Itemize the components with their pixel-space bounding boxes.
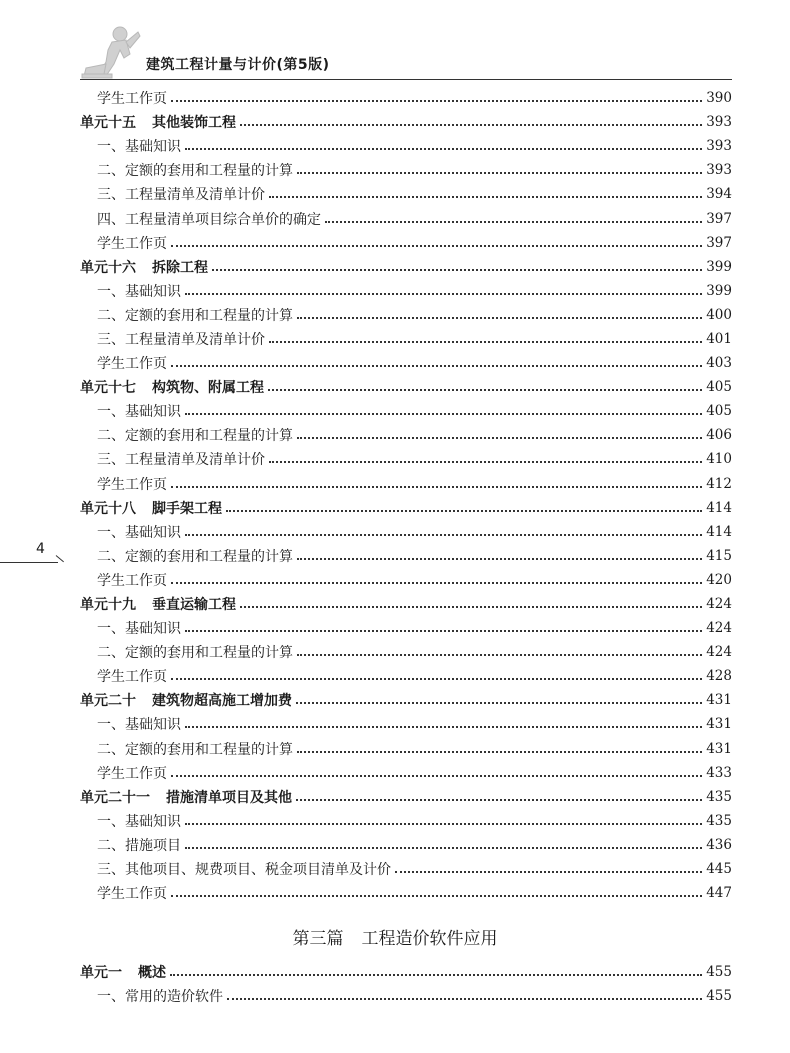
toc-leader-dots	[297, 558, 702, 560]
toc-leader-dots	[171, 678, 702, 680]
toc-unit-code: 单元十九	[80, 597, 136, 614]
toc-leader-dots	[185, 534, 702, 536]
part-number: 第三篇	[292, 929, 344, 949]
toc-entry-title: 一、基础知识	[97, 404, 181, 421]
toc-entry-title: 一、基础知识	[97, 621, 181, 638]
toc-leader-dots	[296, 799, 702, 801]
toc-page-number: 393	[706, 162, 732, 179]
toc-leader-dots	[171, 582, 702, 584]
toc-unit-entry[interactable]	[80, 110, 732, 134]
toc-entry-title: 三、工程量清单及清单计价	[97, 187, 265, 204]
toc-entry[interactable]	[80, 279, 732, 303]
toc-leader-dots	[269, 196, 702, 198]
toc-entry[interactable]	[80, 761, 732, 785]
toc-leader-dots	[296, 702, 702, 704]
toc-page-number: 397	[706, 210, 732, 227]
toc-entry-title: 二、措施项目	[97, 837, 181, 854]
toc-page-number: 394	[706, 186, 732, 203]
toc-entry[interactable]	[80, 568, 732, 592]
toc-entry[interactable]	[80, 881, 732, 905]
toc-page-number: 399	[706, 282, 732, 299]
toc-page-number: 415	[706, 547, 732, 564]
toc-entry-title: 二、定额的套用和工程量的计算	[97, 548, 293, 565]
toc-entry[interactable]	[80, 303, 732, 327]
toc-entry[interactable]	[80, 447, 732, 471]
toc-leader-dots	[185, 847, 702, 849]
toc-unit-entry[interactable]	[80, 785, 732, 809]
toc-leader-dots	[297, 172, 702, 174]
toc-entry[interactable]	[80, 712, 732, 736]
toc-leader-dots	[268, 389, 702, 391]
toc-page-number: 420	[706, 571, 732, 588]
toc-unit-entry[interactable]	[80, 375, 732, 399]
toc-entry[interactable]	[80, 182, 732, 206]
toc-entry-title	[80, 594, 236, 614]
toc-entry[interactable]	[80, 520, 732, 544]
toc-page-number: 445	[706, 861, 732, 878]
toc-entry-title: 一、基础知识	[97, 283, 181, 300]
toc-entry-title: 一、基础知识	[97, 813, 181, 830]
part-heading	[0, 924, 790, 949]
page-number: 4	[36, 541, 45, 557]
toc-page-number: 433	[706, 764, 732, 781]
toc-unit-entry[interactable]	[80, 688, 732, 712]
toc-page-number: 424	[706, 620, 732, 637]
toc-entry[interactable]	[80, 984, 732, 1008]
toc-page-number: 414	[706, 499, 732, 516]
toc-entry-title	[80, 498, 222, 518]
toc-entry[interactable]	[80, 833, 732, 857]
toc-unit-code: 单元二十	[80, 693, 136, 710]
toc-page-number: 455	[706, 988, 732, 1005]
toc-entry-title: 二、定额的套用和工程量的计算	[97, 307, 293, 324]
page-number-marker	[0, 541, 66, 565]
toc-unit-code: 单元二十一	[80, 789, 150, 806]
toc-leader-dots	[171, 895, 702, 897]
toc-entry[interactable]	[80, 640, 732, 664]
toc-entry[interactable]	[80, 351, 732, 375]
toc-entry-title: 三、其他项目、规费项目、税金项目清单及计价	[97, 862, 391, 879]
toc-unit-code: 单元十八	[80, 500, 136, 517]
page-header	[0, 0, 790, 86]
toc-page-number: 428	[706, 668, 732, 685]
toc-entry-title: 一、基础知识	[97, 524, 181, 541]
table-of-contents	[80, 86, 732, 905]
toc-leader-dots	[171, 365, 702, 367]
header-rule	[80, 79, 732, 80]
toc-leader-dots	[269, 461, 702, 463]
toc-leader-dots	[185, 726, 702, 728]
toc-entry[interactable]	[80, 423, 732, 447]
toc-page-number: 435	[706, 788, 732, 805]
toc-entry-title: 二、定额的套用和工程量的计算	[97, 428, 293, 445]
toc-entry-title: 三、工程量清单及清单计价	[97, 331, 265, 348]
toc-leader-dots	[185, 148, 702, 150]
toc-leader-dots	[240, 606, 702, 608]
book-title: 建筑工程计量与计价(第5版)	[146, 57, 330, 73]
toc-entry[interactable]	[80, 857, 732, 881]
toc-leader-dots	[297, 437, 702, 439]
toc-leader-dots	[240, 124, 702, 126]
toc-leader-dots	[171, 775, 702, 777]
toc-page-number: 412	[706, 475, 732, 492]
toc-entry-title: 学生工作页	[97, 235, 167, 252]
toc-entry[interactable]	[80, 616, 732, 640]
toc-unit-title: 垂直运输工程	[152, 597, 236, 614]
toc-entry-title: 一、基础知识	[97, 139, 181, 156]
toc-entry-title: 四、工程量清单项目综合单价的确定	[97, 211, 321, 228]
toc-unit-code: 单元一	[80, 965, 122, 982]
toc-entry-title: 二、定额的套用和工程量的计算	[97, 645, 293, 662]
toc-unit-title: 脚手架工程	[152, 500, 222, 517]
toc-leader-dots	[297, 317, 702, 319]
toc-entry[interactable]	[80, 158, 732, 182]
toc-unit-code: 单元十七	[80, 380, 136, 397]
toc-leader-dots	[171, 486, 702, 488]
toc-entry-title: 学生工作页	[97, 669, 167, 686]
toc-unit-title: 拆除工程	[152, 259, 208, 276]
toc-page-number: 405	[706, 403, 732, 420]
toc-entry-title	[80, 377, 264, 397]
toc-entry-title	[80, 690, 292, 710]
toc-page-number: 431	[706, 692, 732, 709]
toc-entry[interactable]	[80, 231, 732, 255]
toc-leader-dots	[185, 293, 702, 295]
toc-entry[interactable]	[80, 399, 732, 423]
table-of-contents-continued	[80, 960, 732, 1008]
toc-entry[interactable]	[80, 134, 732, 158]
toc-page-number: 410	[706, 451, 732, 468]
toc-page-number: 400	[706, 306, 732, 323]
toc-leader-dots	[227, 998, 702, 1000]
toc-entry-title: 学生工作页	[97, 886, 167, 903]
toc-entry[interactable]	[80, 206, 732, 230]
toc-entry[interactable]	[80, 86, 732, 110]
toc-unit-title: 其他装饰工程	[152, 115, 236, 132]
toc-entry[interactable]	[80, 472, 732, 496]
toc-leader-dots	[325, 221, 702, 223]
toc-entry-title	[80, 962, 166, 982]
toc-entry-title: 一、常用的造价软件	[97, 989, 223, 1006]
toc-entry-title	[80, 112, 236, 132]
toc-leader-dots	[269, 341, 702, 343]
toc-leader-dots	[395, 871, 702, 873]
toc-entry-title: 学生工作页	[97, 765, 167, 782]
toc-entry-title: 一、基础知识	[97, 717, 181, 734]
toc-unit-title: 建筑物超高施工增加费	[152, 693, 292, 710]
toc-leader-dots	[297, 751, 702, 753]
toc-unit-code: 单元十六	[80, 259, 136, 276]
toc-entry[interactable]	[80, 327, 732, 351]
toc-page-number: 431	[706, 716, 732, 733]
toc-entry[interactable]	[80, 664, 732, 688]
toc-leader-dots	[171, 245, 702, 247]
toc-entry-title: 三、工程量清单及清单计价	[97, 452, 265, 469]
toc-entry[interactable]	[80, 809, 732, 833]
toc-page-number: 401	[706, 330, 732, 347]
toc-unit-entry[interactable]	[80, 592, 732, 616]
toc-leader-dots	[185, 413, 702, 415]
toc-unit-entry[interactable]	[80, 255, 732, 279]
toc-page-number: 455	[706, 964, 732, 981]
toc-unit-title: 概述	[138, 965, 166, 982]
toc-page-number: 435	[706, 812, 732, 829]
toc-entry-title: 学生工作页	[97, 476, 167, 493]
toc-leader-dots	[212, 269, 702, 271]
page-number-line	[0, 562, 58, 563]
toc-unit-entry[interactable]	[80, 960, 732, 984]
toc-page-number: 393	[706, 114, 732, 131]
toc-leader-dots	[226, 510, 702, 512]
toc-leader-dots	[297, 654, 702, 656]
toc-leader-dots	[185, 823, 702, 825]
toc-page-number: 431	[706, 740, 732, 757]
toc-page-number: 399	[706, 258, 732, 275]
toc-entry-title: 二、定额的套用和工程量的计算	[97, 163, 293, 180]
toc-entry-title: 学生工作页	[97, 91, 167, 108]
toc-entry-title: 学生工作页	[97, 572, 167, 589]
toc-page-number: 436	[706, 836, 732, 853]
toc-page-number: 414	[706, 523, 732, 540]
toc-page-number: 397	[706, 234, 732, 251]
toc-entry-title: 二、定额的套用和工程量的计算	[97, 741, 293, 758]
toc-leader-dots	[171, 100, 702, 102]
worker-logo-icon	[80, 24, 142, 80]
toc-page-number: 405	[706, 379, 732, 396]
toc-leader-dots	[185, 630, 702, 632]
toc-entry[interactable]	[80, 737, 732, 761]
toc-leader-dots	[170, 974, 702, 976]
toc-entry-title: 学生工作页	[97, 356, 167, 373]
toc-page-number: 406	[706, 427, 732, 444]
toc-unit-entry[interactable]	[80, 496, 732, 520]
toc-unit-title: 构筑物、附属工程	[152, 380, 264, 397]
toc-entry-title	[80, 257, 208, 277]
toc-page-number: 424	[706, 596, 732, 613]
toc-page-number: 390	[706, 90, 732, 107]
toc-unit-title: 措施清单项目及其他	[166, 789, 292, 806]
toc-page-number: 424	[706, 644, 732, 661]
toc-page-number: 447	[706, 885, 732, 902]
toc-entry[interactable]	[80, 544, 732, 568]
part-title: 工程造价软件应用	[361, 929, 498, 949]
toc-page-number: 393	[706, 138, 732, 155]
toc-page-number: 403	[706, 355, 732, 372]
toc-entry-title	[80, 787, 292, 807]
toc-unit-code: 单元十五	[80, 115, 136, 132]
